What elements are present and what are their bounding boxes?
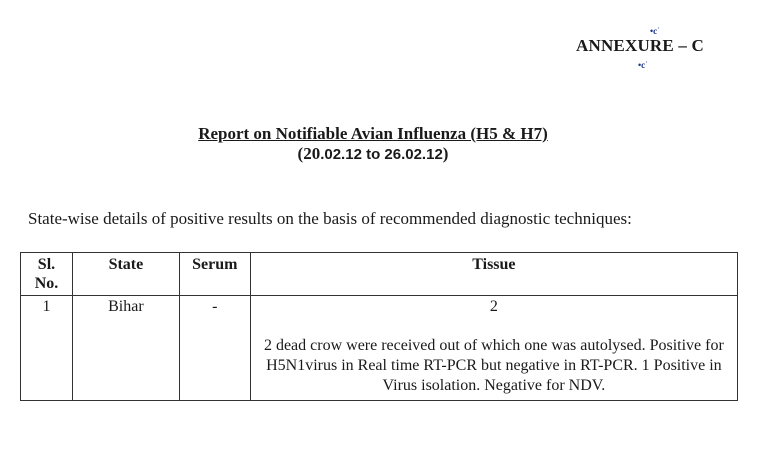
table-header-row — [21, 253, 738, 296]
tissue-details: 2 dead crow were received out of which one was autolysed. Positive for H5N1virus in Real time RT-PCR but negative in RT-PCR. 1 Positive in Virus isolation. Negative for NDV. — [263, 337, 724, 394]
ink-mark: •cʾ — [650, 26, 661, 36]
ink-mark: •cʾ — [638, 60, 649, 70]
header-state: State — [72, 253, 179, 296]
cell-state: Bihar — [72, 296, 179, 401]
header-serum: Serum — [179, 253, 250, 296]
date-range-dates: .02.12 to 26.02.12 — [320, 146, 443, 163]
report-date-range — [0, 144, 746, 165]
cell-sl-no: 1 — [21, 296, 73, 401]
tissue-count: 2 — [489, 298, 498, 315]
intro-text: State-wise details of positive results on the basis of recommended diagnostic techniques: — [28, 209, 632, 228]
report-title-line1: Report on Notifiable Avian Influenza (H5 & H7) — [198, 124, 548, 143]
date-range-close: ) — [442, 144, 449, 163]
report-title — [0, 124, 746, 165]
cell-serum: - — [179, 296, 250, 401]
annexure-label: ANNEXURE – C — [576, 36, 705, 55]
table-row — [21, 296, 738, 401]
date-range-open: (20 — [297, 144, 321, 163]
results-table — [20, 252, 738, 401]
cell-tissue — [250, 296, 737, 401]
header-sl-no: Sl. No. — [21, 253, 73, 296]
header-tissue: Tissue — [250, 253, 737, 296]
